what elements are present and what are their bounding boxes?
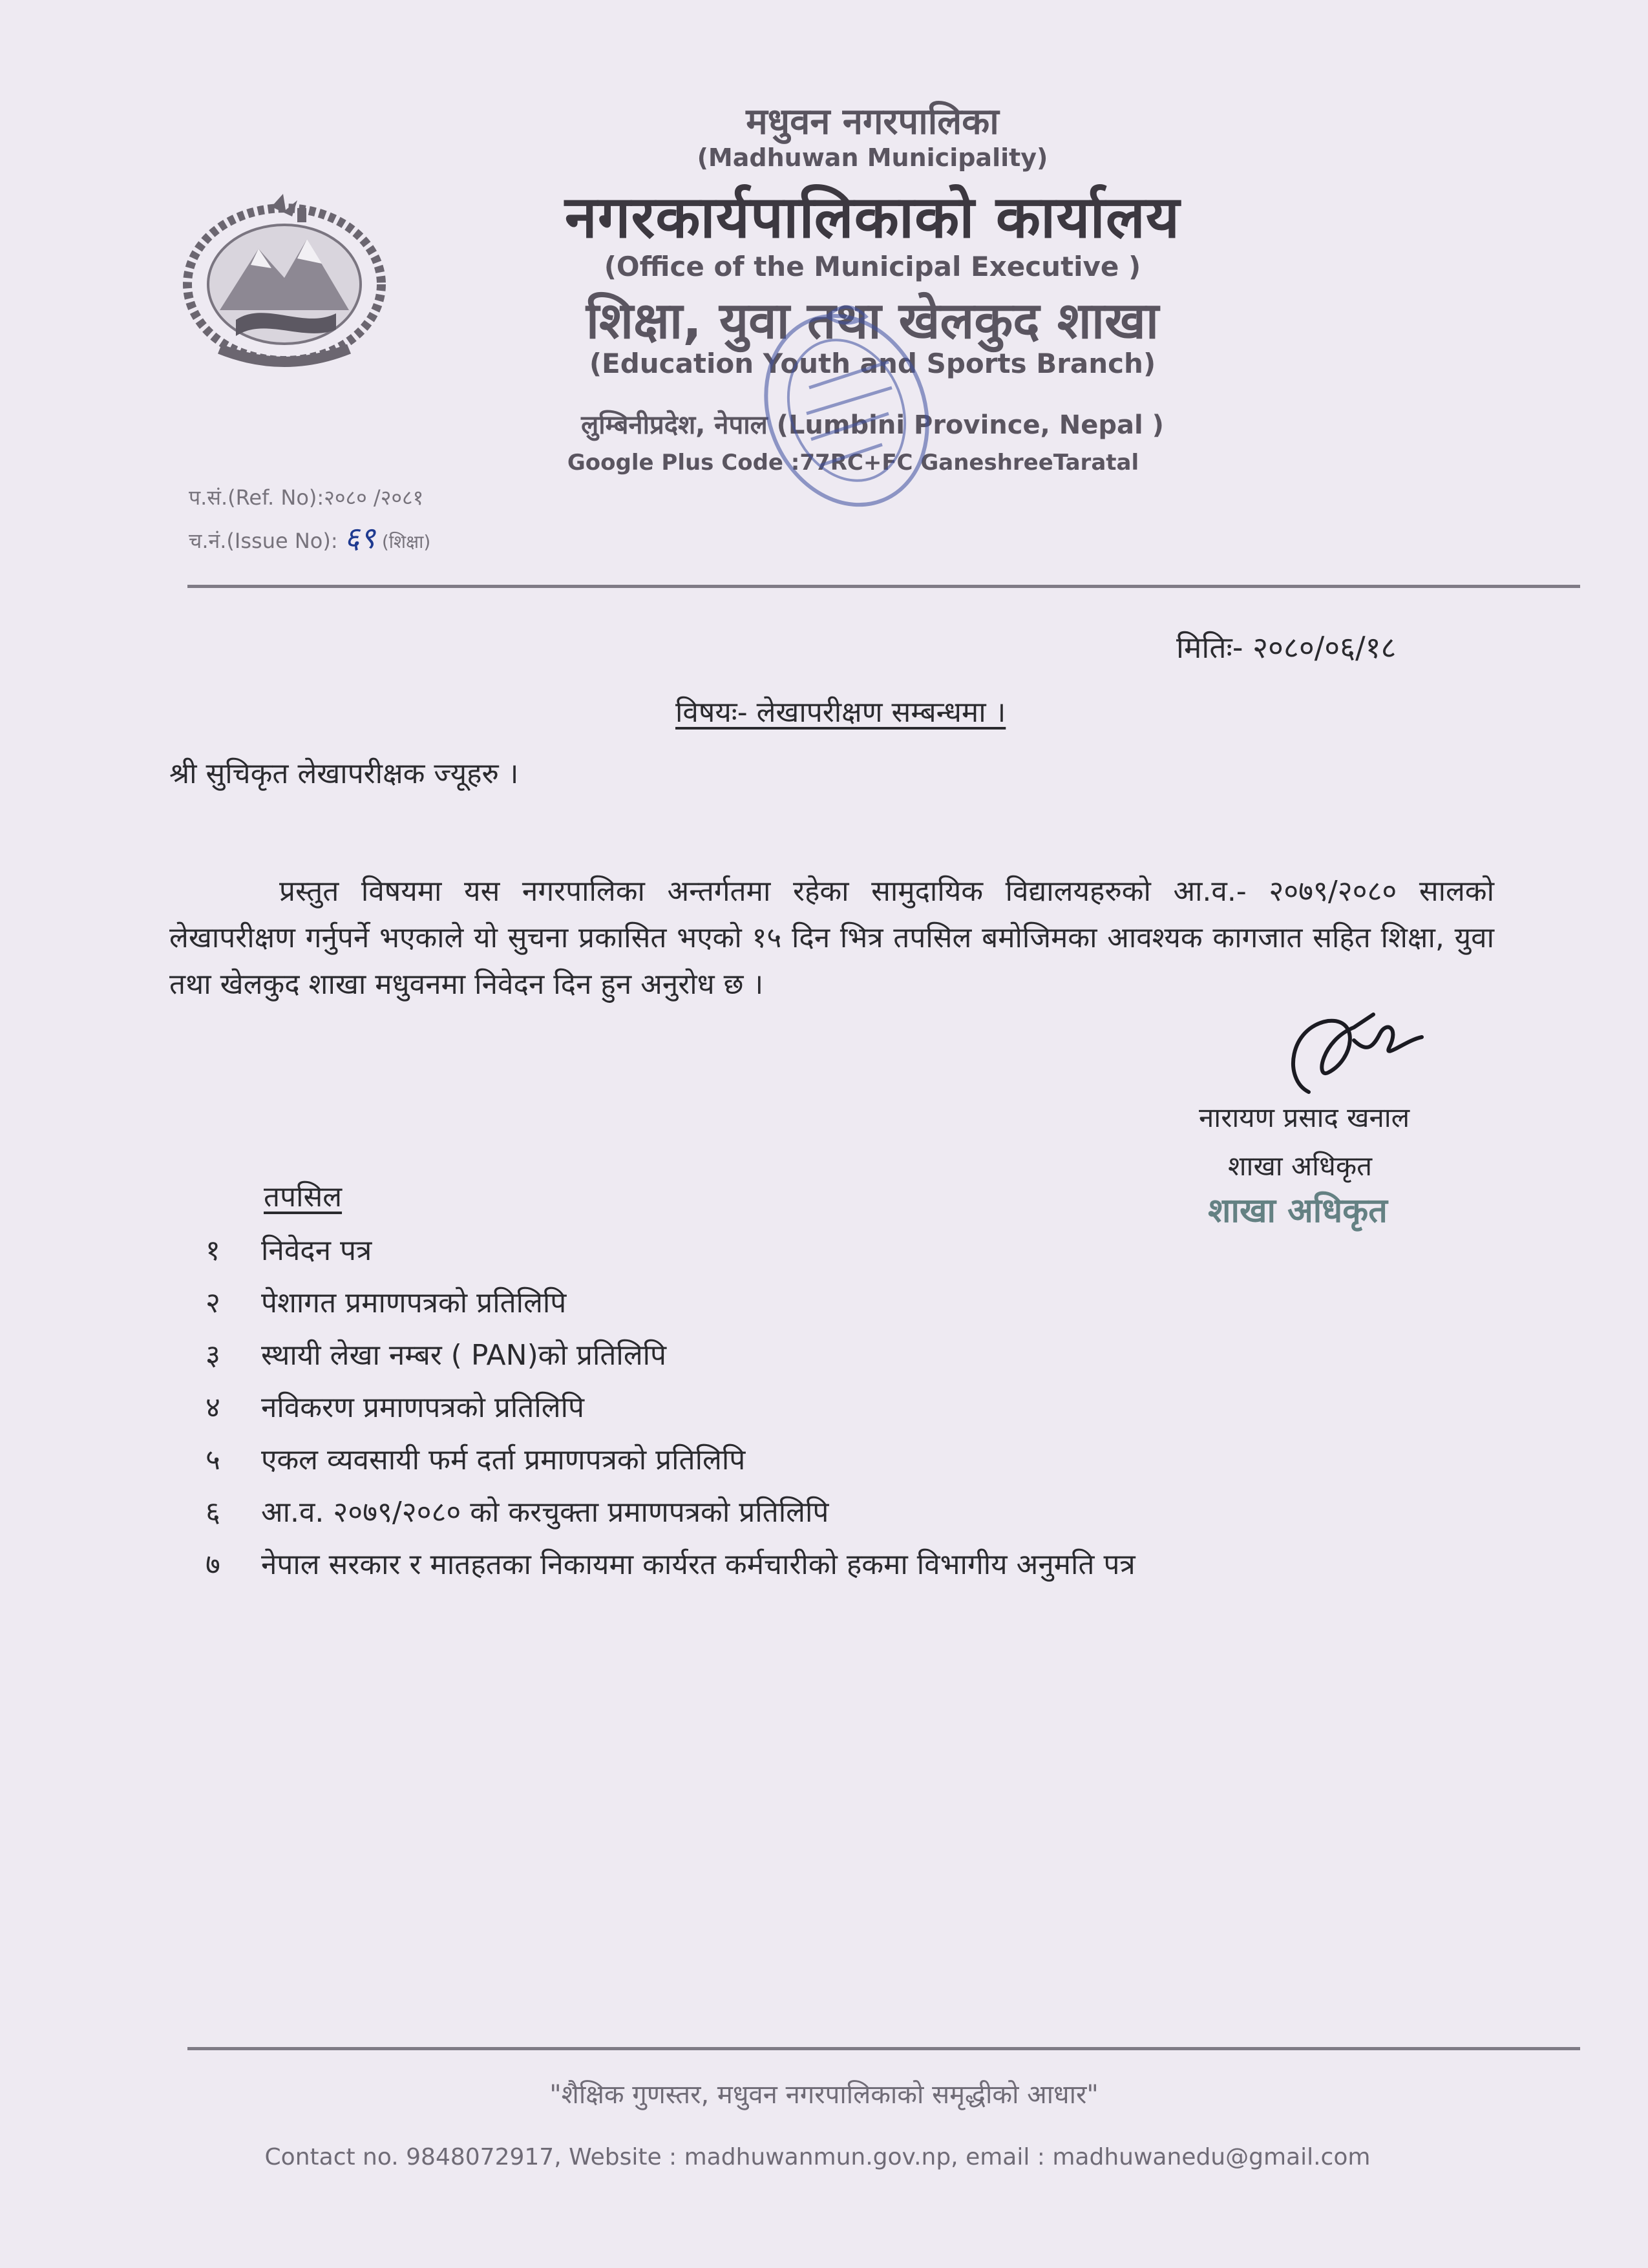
designation-stamp <box>1181 1181 1414 1239</box>
list-item-text: निवेदन पत्र <box>261 1234 372 1267</box>
list-item <box>206 1329 1136 1381</box>
issue-number-label: च.नं.(Issue No): <box>189 529 338 553</box>
list-item-text: पेशागत प्रमाणपत्रको प्रतिलिपि <box>261 1286 567 1319</box>
reference-number: प.सं.(Ref. No):२०८० /२०८१ <box>189 485 424 510</box>
list-item-text: आ.व. २०७९/२०८० को करचुक्ता प्रमाणपत्रको प्रतिलिपि <box>261 1496 829 1529</box>
list-item-text: नेपाल सरकार र मातहतका निकायमा कार्यरत कर्मचारीको हकमा विभागीय अनुमति पत्र <box>261 1548 1136 1581</box>
google-plus-code: Google Plus Code :77RC+FC GaneshreeTaratal <box>567 450 1139 476</box>
list-item <box>206 1381 1136 1434</box>
branch-name-en: (Education Youth and Sports Branch) <box>589 348 1156 379</box>
issue-number-handwritten: ६९ <box>344 520 375 555</box>
letterhead-divider <box>187 585 1580 588</box>
footer-divider <box>187 2047 1580 2050</box>
handwritten-signature <box>1276 1002 1431 1098</box>
signer-name: नारायण प्रसाद खनाल <box>1199 1102 1410 1133</box>
list-item-number: ३ <box>206 1339 220 1372</box>
footer-motto: "शैक्षिक गुणस्तर, मधुवन नगरपालिकाको समृद्धीको आधार" <box>549 2080 1099 2110</box>
list-item <box>206 1277 1136 1329</box>
office-name-np: नगरकार्यपालिकाको कार्यालय <box>564 184 1181 251</box>
list-item <box>206 1434 1136 1486</box>
signer-title: शाखा अधिकृत <box>1228 1150 1373 1182</box>
issue-number-suffix: (शिक्षा) <box>381 531 431 552</box>
list-item-text: एकल व्यवसायी फर्म दर्ता प्रमाणपत्रको प्रतिलिपि <box>261 1444 746 1476</box>
office-round-stamp <box>750 291 944 523</box>
list-item-number: ६ <box>206 1496 220 1529</box>
office-address: लुम्बिनीप्रदेश, नेपाल (Lumbini Province, Nepal ) <box>581 410 1164 440</box>
office-name-en: (Office of the Municipal Executive ) <box>604 251 1141 282</box>
details-list <box>206 1224 1136 1591</box>
list-item-number: १ <box>206 1234 220 1267</box>
list-item-number: ७ <box>206 1548 220 1581</box>
list-item <box>206 1538 1136 1591</box>
letter-salutation: श्री सुचिकृत लेखापरीक्षक ज्यूहरु । <box>169 757 519 790</box>
letter-body: प्रस्तुत विषयमा यस नगरपालिका अन्तर्गतमा रहेका सामुदायिक विद्यालयहरुको आ.व.- २०७९/२०८० सालको लेखापरीक्षण गर्नुपर्ने भएकाले यो सुचना प्रकासित भएको १५ दिन भित्र तपसिल बमोजिमका आवश्यक कागजात सहित शिक्षा, युवा तथा खेलकुद शाखा मधुवनमा निवेदन दिन हुन अनुरोध छ । <box>169 875 1494 1001</box>
list-item-text: नविकरण प्रमाणपत्रको प्रतिलिपि <box>261 1391 585 1424</box>
list-item-number: २ <box>206 1286 220 1319</box>
letter-subject: विषयः- लेखापरीक्षण सम्बन्धमा । <box>675 696 1006 729</box>
footer-contact: Contact no. 9848072917, Website : madhuwanmun.gov.np, email : madhuwanedu@gmail.com <box>264 2144 1371 2170</box>
list-item <box>206 1224 1136 1277</box>
details-heading: तपसिल <box>264 1181 343 1213</box>
letter-date: मितिः- २०८०/०६/१८ <box>1176 630 1397 665</box>
designation-stamp-text: शाखा अधिकृत <box>1208 1192 1388 1230</box>
municipality-name-en: (Madhuwan Municipality) <box>697 143 1048 172</box>
list-item <box>206 1486 1136 1538</box>
issue-number <box>189 517 430 557</box>
nepal-emblem-logo <box>174 187 394 381</box>
list-item-text: स्थायी लेखा नम्बर ( PAN)को प्रतिलिपि <box>261 1339 667 1372</box>
list-item-number: ४ <box>206 1391 220 1424</box>
list-item-number: ५ <box>206 1444 220 1476</box>
branch-name-np: शिक्षा, युवा तथा खेलकुद शाखा <box>586 292 1159 350</box>
municipality-name-np: मधुवन नगरपालिका <box>746 101 999 143</box>
